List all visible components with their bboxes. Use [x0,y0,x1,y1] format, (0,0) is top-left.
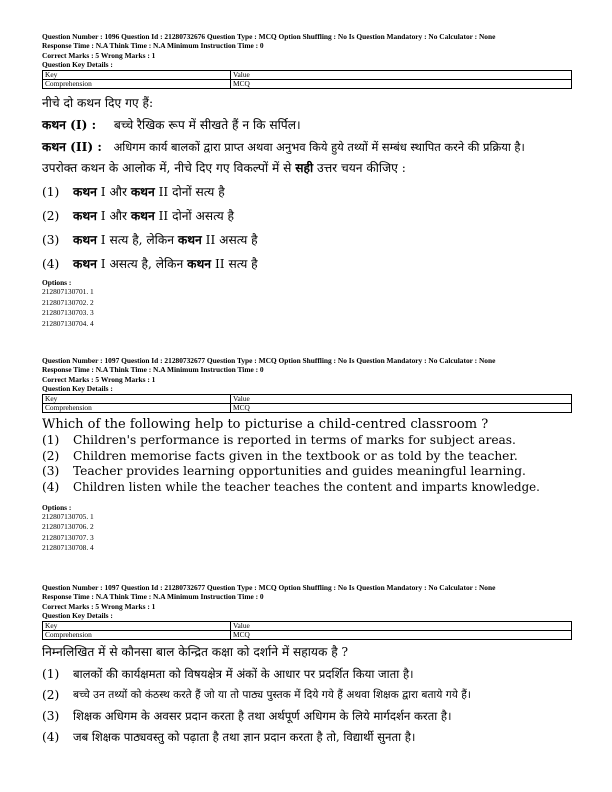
question-meta-line: Question Number : 1097 Question Id : 21280732677 Question Type : MCQ Option Shuffling : No Is Question Mandatory : No Calculator : None [42,583,496,592]
option-number: (4) [42,479,60,494]
option-bold: कथन [73,209,97,224]
option-id: 212807130703. 3 [42,308,94,318]
value-header-cell: Value [231,395,572,404]
key-cell: Comprehension [43,404,231,413]
option-number: (1) [42,433,60,448]
key-table [42,394,572,413]
option-2 [42,208,572,224]
key-details-label: Question Key Details : [42,383,113,393]
statement-2-text: अधिगम कार्य बालकों द्वारा प्राप्त अथवा अनुभव किये हुये तथ्यों में सम्बंध स्थापित करने की प्रक्रिया है। [113,140,525,155]
option-id: 212807130704. 4 [42,318,94,328]
option-3 [42,232,572,248]
option-2 [42,449,572,465]
options-label: Options : [42,278,72,288]
question-meta-line: Question Number : 1097 Question Id : 21280732677 Question Type : MCQ Option Shuffling : No Is Question Mandatory : No Calculator : None [42,356,496,365]
question-1097-hindi [42,583,572,745]
option-part: I और [96,185,131,200]
key-table-header [43,395,572,404]
option-bold: कथन [130,185,155,200]
response-time-line: Response Time : N.A Think Time : N.A Minimum Instruction Time : 0 [42,41,264,51]
statement-1-text: बच्चे रैखिक रूप में सीखते हैं न कि सर्पिल। [113,118,301,133]
response-time-line: Response Time : N.A Think Time : N.A Minimum Instruction Time : 0 [42,365,264,375]
option-id: 212807130706. 2 [42,522,94,532]
option-bold: कथन [73,233,97,248]
option-part: I असत्य है, लेकिन [96,257,188,272]
instruction-post: उत्तर चयन कीजिए : [317,161,406,176]
marks-line: Correct Marks : 5 Wrong Marks : 1 [42,50,156,60]
option-bold: कथन [187,257,212,272]
option-text [73,232,258,248]
statement-1 [42,117,572,133]
option-number: (4) [42,257,60,272]
option-text: जब शिक्षक पाठ्यवस्तु को पढ़ाता है तथा ज्ञान प्रदान करता है तो, विद्यार्थी सुनता है। [73,730,416,745]
statement-1-label: कथन (I) : [42,118,97,133]
option-id: 212807130707. 3 [42,532,94,542]
key-table [42,621,572,640]
option-number: (1) [42,667,60,682]
key-details-label: Question Key Details : [42,59,113,69]
option-number: (1) [42,185,60,200]
value-header-cell: Value [231,71,572,80]
option-bold: कथन [73,257,97,272]
instruction [42,160,572,176]
option-text: शिक्षक अधिगम के अवसर प्रदान करता है तथा अर्थपूर्ण अधिगम के लिये मार्गदर्शन करता है। [73,709,452,724]
statement-2 [42,139,572,155]
option-number: (2) [42,448,60,463]
option-text: बालकों की कार्यक्षमता को विषयक्षेत्र में अंकों के आधार पर प्रदर्शित किया जाता है। [73,667,414,682]
instruction-pre: उपरोक्त कथन के आलोक में, नीचे दिए गए विकल्पों में से [42,161,292,176]
option-number: (2) [42,688,60,703]
option-part: II असत्य है [201,233,258,248]
key-table-header [43,71,572,80]
option-id: 212807130701. 1 [42,287,94,297]
question-1097-english [42,356,572,554]
option-id: 212807130705. 1 [42,511,94,521]
key-details-label: Question Key Details : [42,610,113,620]
option-number: (4) [42,730,60,745]
option-1 [42,666,572,682]
option-text [73,208,234,224]
instruction-bold: सही [295,161,314,176]
option-1 [42,433,572,449]
value-cell: MCQ [231,631,572,640]
option-number: (3) [42,233,60,248]
option-id: 212807130702. 2 [42,297,94,307]
key-table [42,70,572,89]
key-table-header [43,622,572,631]
option-text: Children's performance is reported in terms of marks for subject areas. [73,433,516,448]
question-stem: नीचे दो कथन दिए गए हैं: [42,96,154,111]
option-part: I सत्य है, लेकिन [96,233,178,248]
option-4 [42,256,572,272]
key-header-cell: Key [43,622,231,631]
option-text: Children listen while the teacher teaches the content and imparts knowledge. [73,479,540,494]
option-number: (3) [42,709,60,724]
key-cell: Comprehension [43,80,231,89]
key-table-row [43,80,572,89]
option-text [73,256,258,272]
option-bold: कथन [177,233,202,248]
option-part: II सत्य है [211,257,258,272]
value-cell: MCQ [231,404,572,413]
marks-line: Correct Marks : 5 Wrong Marks : 1 [42,601,156,611]
option-text: Teacher provides learning opportunities and guides meaningful learning. [73,464,526,479]
option-number: (2) [42,209,60,224]
option-text [73,184,225,200]
option-part: II दोनों असत्य है [154,209,235,224]
option-3 [42,708,572,724]
option-4 [42,480,572,496]
option-bold: कथन [130,209,155,224]
option-3 [42,464,572,480]
options-label: Options : [42,502,72,512]
option-bold: कथन [73,185,97,200]
question-stem: निम्नलिखित में से कौनसा बाल केन्द्रित कक्षा को दर्शाने में सहायक है ? [42,645,349,660]
option-text: बच्चे उन तथ्यों को कंठस्थ करते हैं जो या तो पाठ्य पुस्तक में दिये गये हैं अथवा शिक्षक द्वारा बताये गये हैं। [73,689,471,702]
statement-2-label: कथन (II) : [42,140,102,155]
question-1096 [42,32,572,329]
option-2 [42,687,572,703]
value-header-cell: Value [231,622,572,631]
option-1 [42,184,572,200]
key-table-row [43,404,572,413]
key-cell: Comprehension [43,631,231,640]
value-cell: MCQ [231,80,572,89]
question-meta-line: Question Number : 1096 Question Id : 21280732676 Question Type : MCQ Option Shuffling : No Is Question Mandatory : No Calculator : None [42,32,496,41]
option-number: (3) [42,464,60,479]
key-header-cell: Key [43,71,231,80]
option-text: Children memorise facts given in the textbook or as told by the teacher. [73,448,518,463]
key-header-cell: Key [43,395,231,404]
question-stem: Which of the following help to picturise a child-centred classroom ? [42,417,489,433]
option-id: 212807130708. 4 [42,543,94,553]
key-table-row [43,631,572,640]
option-part: II दोनों सत्य है [154,185,225,200]
marks-line: Correct Marks : 5 Wrong Marks : 1 [42,374,156,384]
option-part: I और [96,209,131,224]
option-4 [42,729,572,745]
response-time-line: Response Time : N.A Think Time : N.A Minimum Instruction Time : 0 [42,592,264,602]
